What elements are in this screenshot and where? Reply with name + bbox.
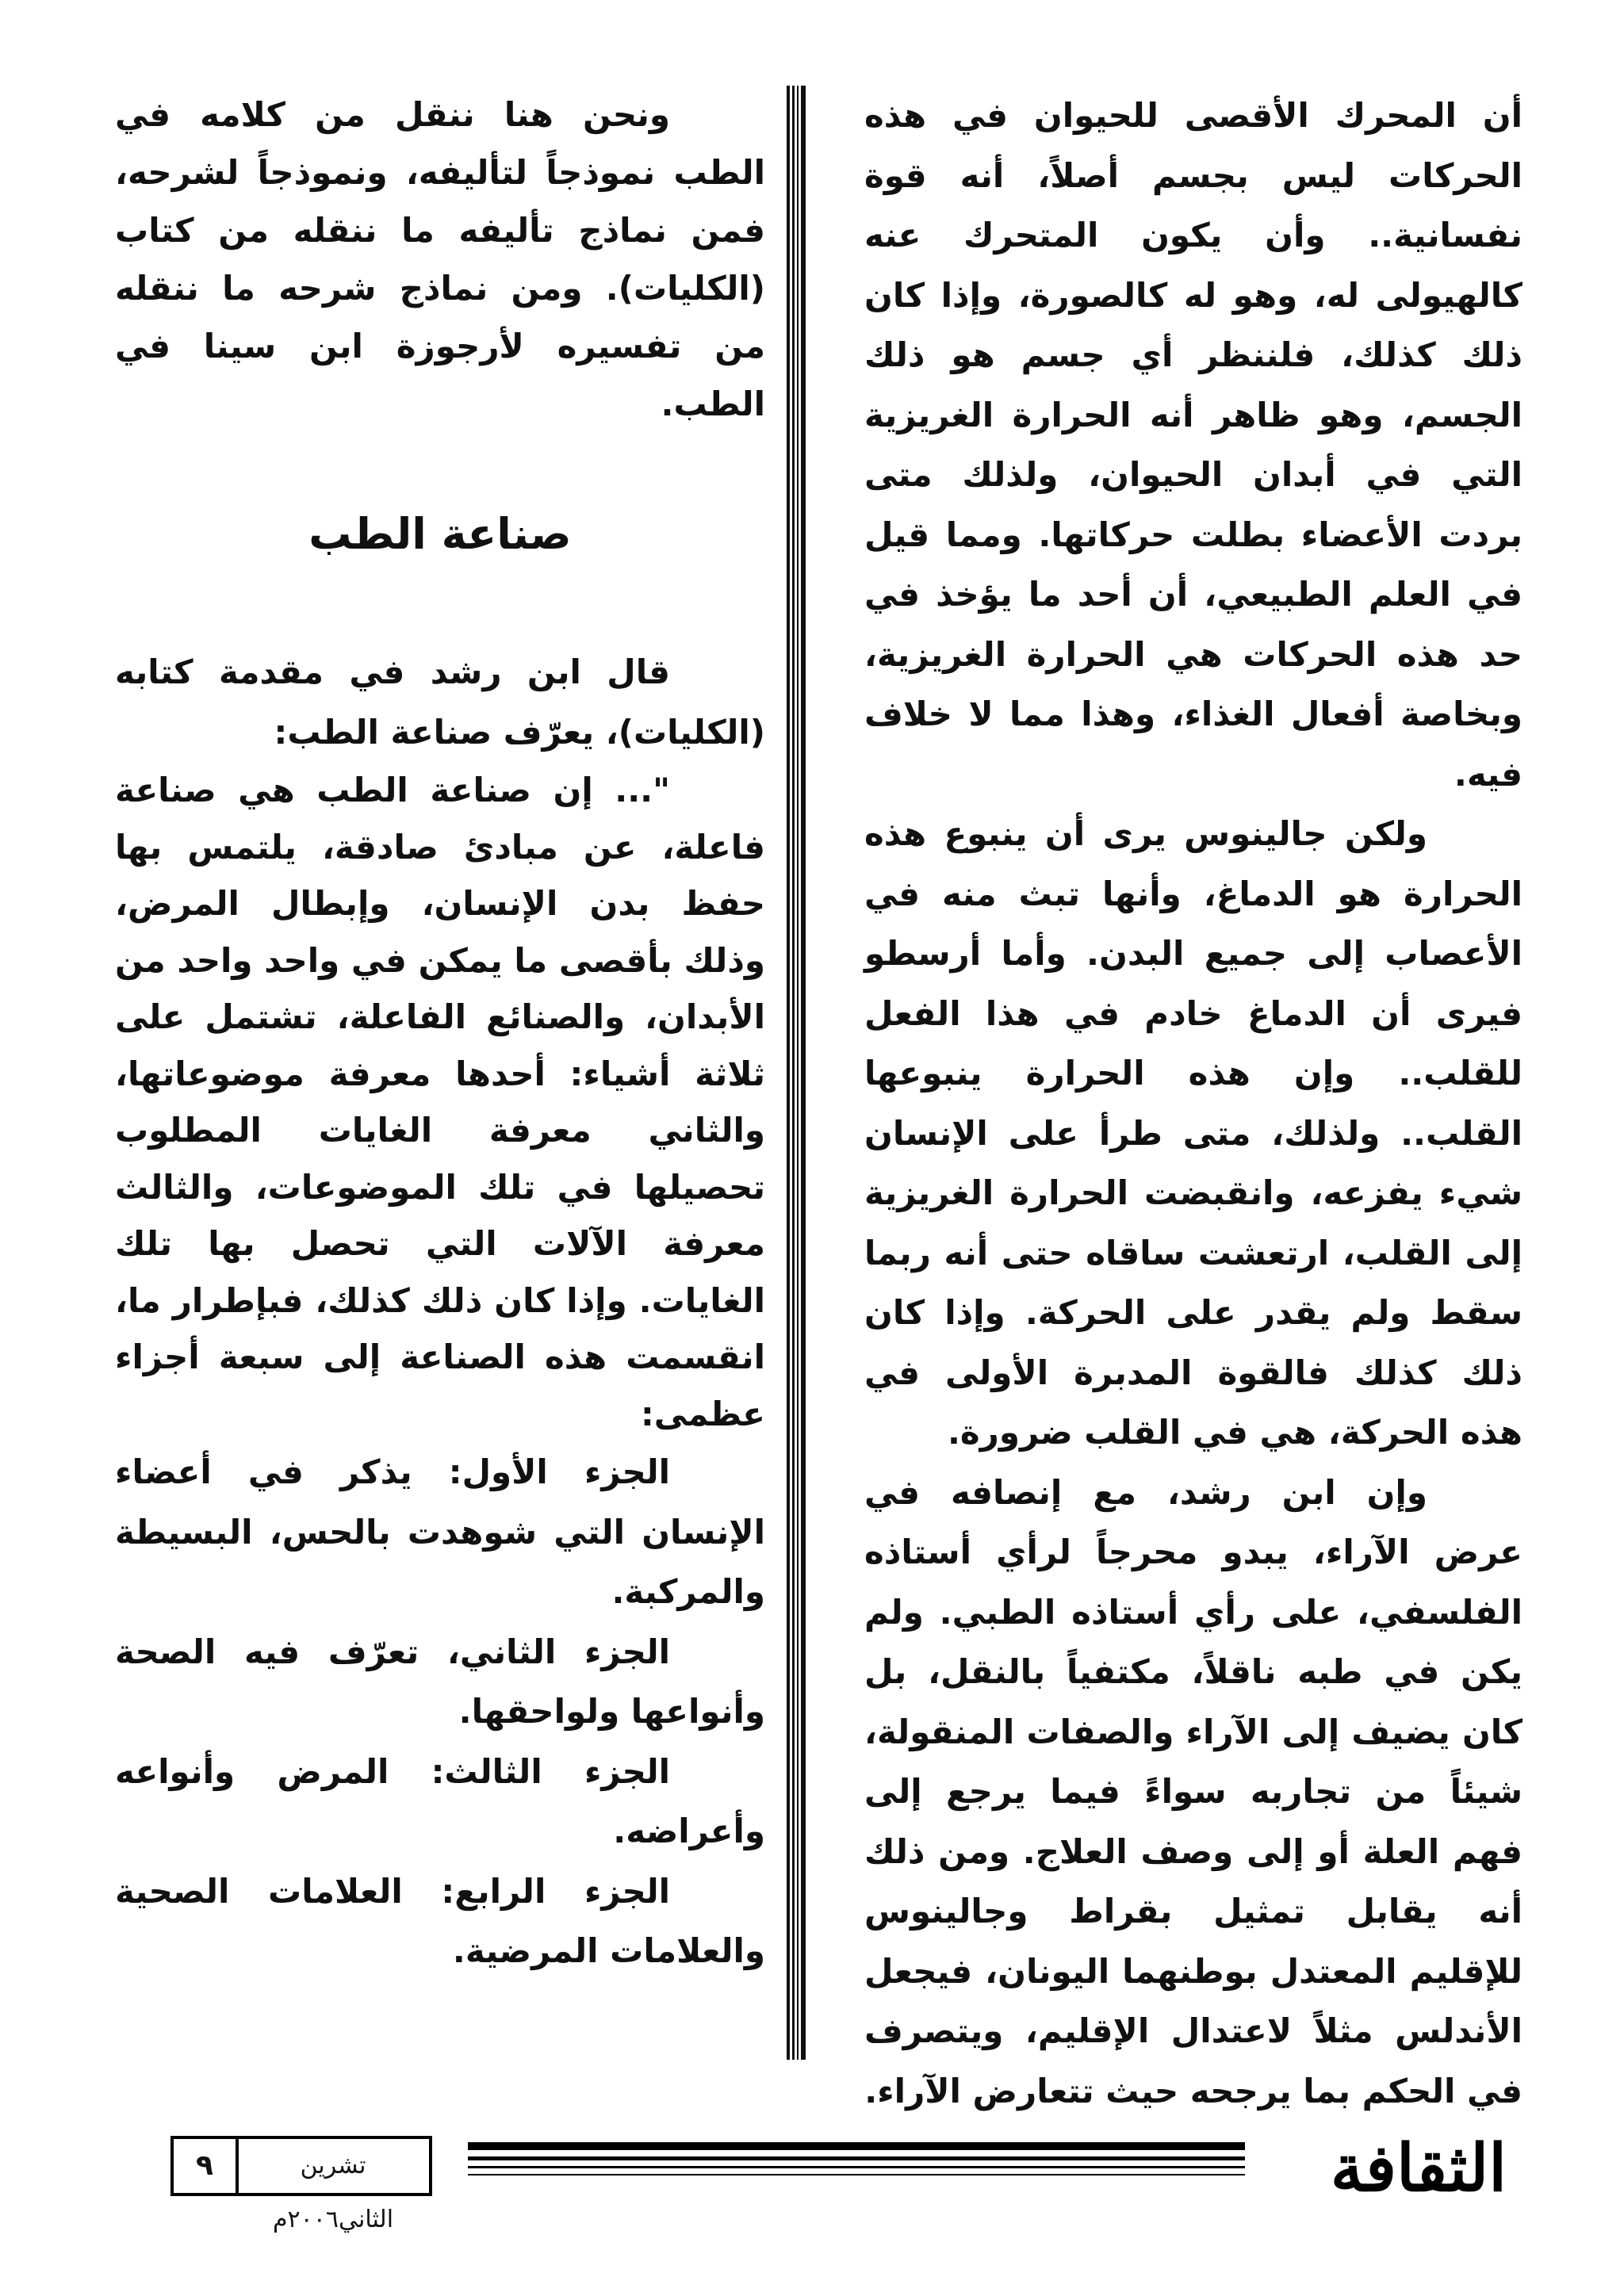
paragraph-1: أن المحرك الأقصى للحيوان في هذه الحركات ليس بجسم أصلاً، أنه قوة نفسانية.. وأن يكون المتحرك عنه كالهيولى له، وهو له كالصورة، وإذا كان ذلك كذلك، فلننظر أي جسم هو ذلك الجسم، وهو ظاهر أنه الحرارة الغريزية التي في أبدان الحيوان، ولذلك متى بردت الأعضاء بطلت حركاتها. ومما قيل في العلم الطبيعي، أن أحد ما يؤخذ في حد هذه الحركات هي الحرارة الغريزية، وبخاصة أفعال الغذاء، وهذا مما لا خلاف فيه. — [864, 96, 1522, 794]
magazine-logo: الثقافة — [1330, 2130, 1507, 2206]
right-column — [864, 86, 1522, 2121]
quote-paragraph: "... إن صناعة الطب هي صناعة فاعلة، عن مبادئ صادقة، يلتمس بها حفظ بدن الإنسان، وإبطال المرض، وذلك بأقصى ما يمكن في واحد واحد من الأبدان، والصنائع الفاعلة، تشتمل على ثلاثة أشياء: أحدها معرفة موضوعاتها، والثاني معرفة الغايات المطلوب تحصيلها في تلك الموضوعات، والثالث معرفة الآلات التي تحصل بها تلك الغايات. وإذا كان ذلك كذلك، فبإطرار ما، انقسمت هذه الصناعة إلى سبعة أجزاء عظمى: — [115, 771, 765, 1433]
section-heading: صناعة الطب — [308, 509, 572, 559]
part-item: الجزء الثاني، تعرّف فيه الصحة وأنواعها ولواحقها. — [115, 1632, 765, 1731]
footer-rules — [468, 2142, 1245, 2190]
paragraph-3: وإن ابن رشد، مع إنصافه في عرض الآراء، يبدو محرجاً لرأي أستاذه الفلسفي، على رأي أستاذه الطبي. ولم يكن في طبه ناقلاً، مكتفياً بالنقل، بل كان يضيف إلى الآراء والصفات المنقولة، شيئاً من تجاربه سواءً فيما يرجع إلى فهم العلة أو إلى وصف العلاج. ومن ذلك أنه يقابل تمثيل بقراط وجالينوس للإقليم المعتدل بوطنهما اليونان، فيجعل الأندلس مثلاً لاعتدال الإقليم، ويتصرف في الحكم بما يرجحه حيث تتعارض الآراء. — [864, 1472, 1522, 2110]
issue-box — [170, 2136, 432, 2233]
lead-paragraph: قال ابن رشد في مقدمة كتابه (الكليات)، يعرّف صناعة الطب: — [115, 652, 765, 752]
paragraph-2: ولكن جالينوس يرى أن ينبوع هذه الحرارة هو الدماغ، وأنها تبث منه في الأعصاب إلى جميع البدن. وأما أرسطو فيرى أن الدماغ خادم في هذا الفعل للقلب.. وإن هذه الحرارة ينبوعها القلب.. ولذلك، متى طرأ على الإنسان شيء يفزعه، وانقبضت الحرارة الغريزية إلى القلب، ارتعشت ساقاه حتى أنه ربما سقط ولم يقدر على الحركة. وإذا كان ذلك كذلك فالقوة المدبرة الأولى في هذه الحركة، هي في القلب ضرورة. — [864, 814, 1522, 1452]
page-number: ٩ — [196, 2149, 213, 2182]
part-item: الجزء الأول: يذكر في أعضاء الإنسان التي شوهدت بالحس، البسيطة والمركبة. — [115, 1452, 765, 1611]
part-item: الجزء الثالث: المرض وأنواعه وأعراضه. — [115, 1751, 765, 1850]
intro-paragraph: ونحن هنا ننقل من كلامه في الطب نموذجاً لتأليفه، ونموذجاً لشرحه، فمن نماذج تأليفه ما ننقله من كتاب (الكليات). ومن نماذج شرحه ما ننقله من تفسيره لأرجوزة ابن سينا في الطب. — [115, 95, 765, 423]
issue-date: تشرين الثاني٢٠٠٦م — [272, 2152, 394, 2233]
part-item: الجزء الرابع: العلامات الصحية والعلامات المرضية. — [115, 1871, 765, 1970]
column-divider — [787, 86, 806, 2060]
page-footer — [151, 2125, 1507, 2233]
left-column — [115, 86, 765, 1981]
